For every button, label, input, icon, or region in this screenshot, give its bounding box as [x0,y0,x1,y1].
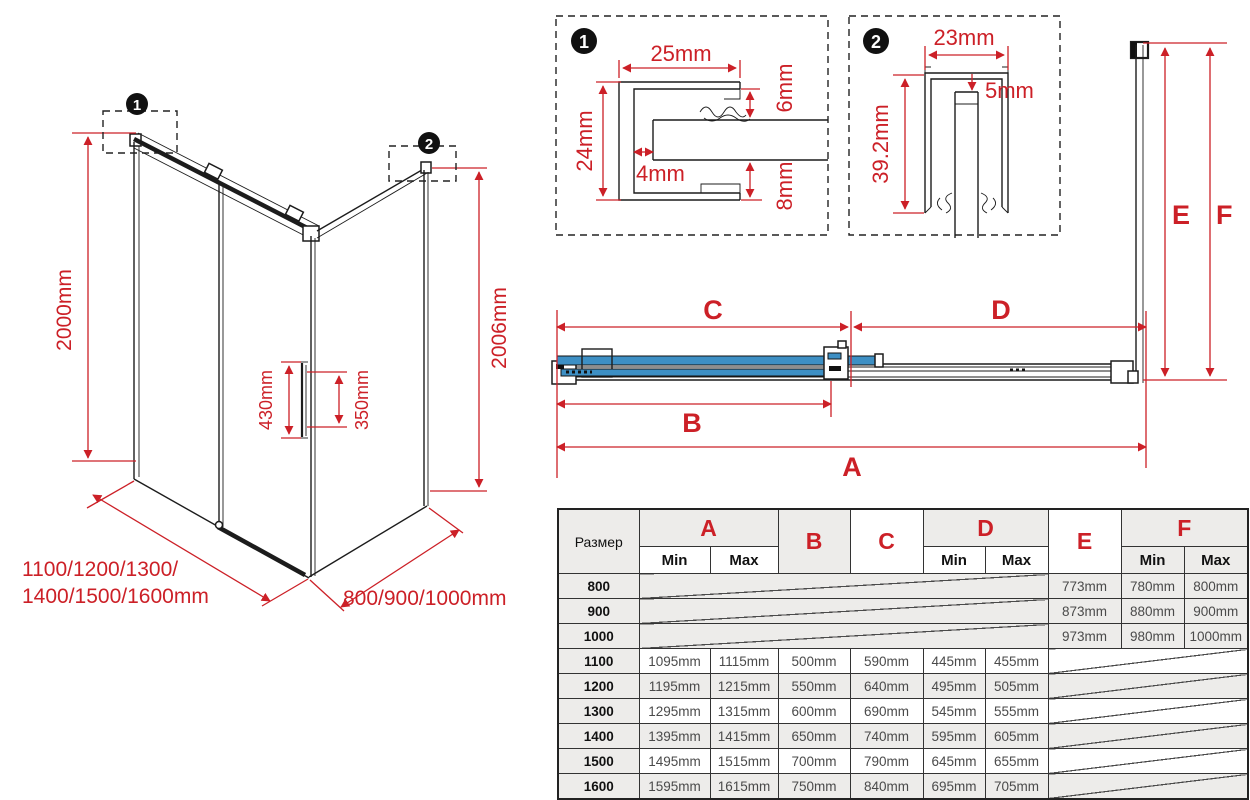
plan-dim-a-label: A [842,452,862,482]
dim-a [557,447,1146,482]
row-size: 1000 [558,624,639,649]
table-row: 900 873mm 880mm 900mm [558,599,1248,624]
iso-structure [130,133,434,578]
side-panel-foot [1128,371,1138,383]
dim-height-left [53,133,136,461]
plan-dim-e-label: E [1172,200,1191,230]
not-applicable-cell [639,574,1048,599]
dim-f [1210,48,1233,376]
front-width-label-1: 1100/1200/1300/ [22,558,179,581]
callout-1-number: 1 [132,97,142,114]
f-max-header: Max [1184,547,1248,574]
not-applicable-cell [1048,674,1248,699]
door-edge-cap [875,354,883,367]
row-size: 1500 [558,749,639,774]
table-row: 1500 1495mm 1515mm 700mm 790mm 645mm 655mm [558,749,1248,774]
not-applicable-cell [639,599,1048,624]
table-row: 800 773mm 780mm 800mm [558,574,1248,599]
detail-1-dim-height [572,82,621,200]
iso-height-left-label: 2000mm [53,269,76,351]
carriage-knob [838,341,846,348]
detail-1-dim-clearance [634,152,685,186]
dim-d [854,295,1146,468]
not-applicable-cell [639,624,1048,649]
plan-structure [552,42,1148,384]
column-header-b: B [778,509,850,574]
dim-handle-outer [256,362,301,438]
row-size: 900 [558,599,639,624]
dim-width-side [310,508,506,611]
column-header-e: E [1048,509,1121,574]
detail-1-top-inset-label: 6mm [772,63,797,113]
detail-1-dim-top-inset [741,64,797,117]
table-row: 1400 1395mm 1415mm 650mm 740mm 595mm 605mm [558,724,1248,749]
not-applicable-cell [1048,724,1248,749]
row-size: 1200 [558,674,639,699]
not-applicable-cell [1048,774,1248,800]
dim-width-front [22,481,308,608]
detail-2-number: 2 [870,32,882,52]
plan-dim-b-label: B [682,408,702,438]
iso-view [22,93,511,611]
detail-2-dim-width [925,25,1008,70]
size-spec-table [557,508,1249,800]
plan-dim-d-label: D [991,295,1011,325]
plan-dim-f-label: F [1216,200,1233,230]
not-applicable-cell [1048,699,1248,724]
fixed-panel-glass [561,369,824,376]
dim-c [557,295,851,478]
column-header-f: F [1121,509,1248,547]
table-row: 1300 1295mm 1315mm 600mm 690mm 545mm 555mm [558,699,1248,724]
detail-1-clearance-label: 4mm [636,161,685,186]
side-width-label: 800/900/1000mm [343,587,507,610]
callout-2-number: 2 [424,136,434,153]
detail-1-dim-bottom-inset [741,162,797,211]
dim-e [1143,43,1227,380]
handle-inner-label: 350mm [352,369,372,431]
dim-handle-inner [307,370,372,430]
detail-1-width-label: 25mm [650,41,712,66]
front-width-label-2: 1400/1500/1600mm [22,585,209,608]
gasket-seal [700,107,746,117]
a-max-header: Max [710,547,778,574]
row-size: 1400 [558,724,639,749]
row-size: 800 [558,574,639,599]
plan-dim-c-label: C [703,295,723,325]
detail-1-number: 1 [578,32,590,52]
gasket-seal-left [946,193,952,213]
detail-2-dim-height [868,75,924,213]
detail-2 [849,16,1060,238]
detail-2-width-label: 23mm [933,25,995,50]
row-size: 1100 [558,649,639,674]
gasket-seal-right [981,193,987,213]
size-column-header: Размер [558,509,639,574]
d-max-header: Max [985,547,1048,574]
a-min-header: Min [639,547,710,574]
f-min-header: Min [1121,547,1184,574]
table-row: 1000 973mm 980mm 1000mm [558,624,1248,649]
not-applicable-cell [1048,649,1248,674]
handle-outer-label: 430mm [256,369,276,431]
detail-2-height-label: 39.2mm [868,104,893,184]
column-header-a: A [639,509,778,547]
detail-1 [556,16,828,235]
not-applicable-cell [1048,749,1248,774]
table-row: 1200 1195mm 1215mm 550mm 640mm 495mm 505mm [558,674,1248,699]
dim-b [557,381,831,438]
table-row: 1100 1095mm 1115mm 500mm 590mm 445mm 455mm [558,649,1248,674]
detail-1-height-label: 24mm [572,110,597,172]
detail-1-bottom-inset-label: 8mm [772,161,797,211]
dim-height-right [430,168,511,491]
column-header-d: D [923,509,1048,547]
detail-2-top-gap-label: 5mm [985,78,1034,103]
column-header-c: C [850,509,923,574]
iso-height-right-label: 2006mm [488,287,511,369]
roller-carriage [824,347,848,379]
d-min-header: Min [923,547,985,574]
row-size: 1300 [558,699,639,724]
detail-1-dim-width [619,41,740,78]
table-row: 1600 1595mm 1615mm 750mm 840mm 695mm 705mm [558,774,1248,800]
row-size: 1600 [558,774,639,800]
